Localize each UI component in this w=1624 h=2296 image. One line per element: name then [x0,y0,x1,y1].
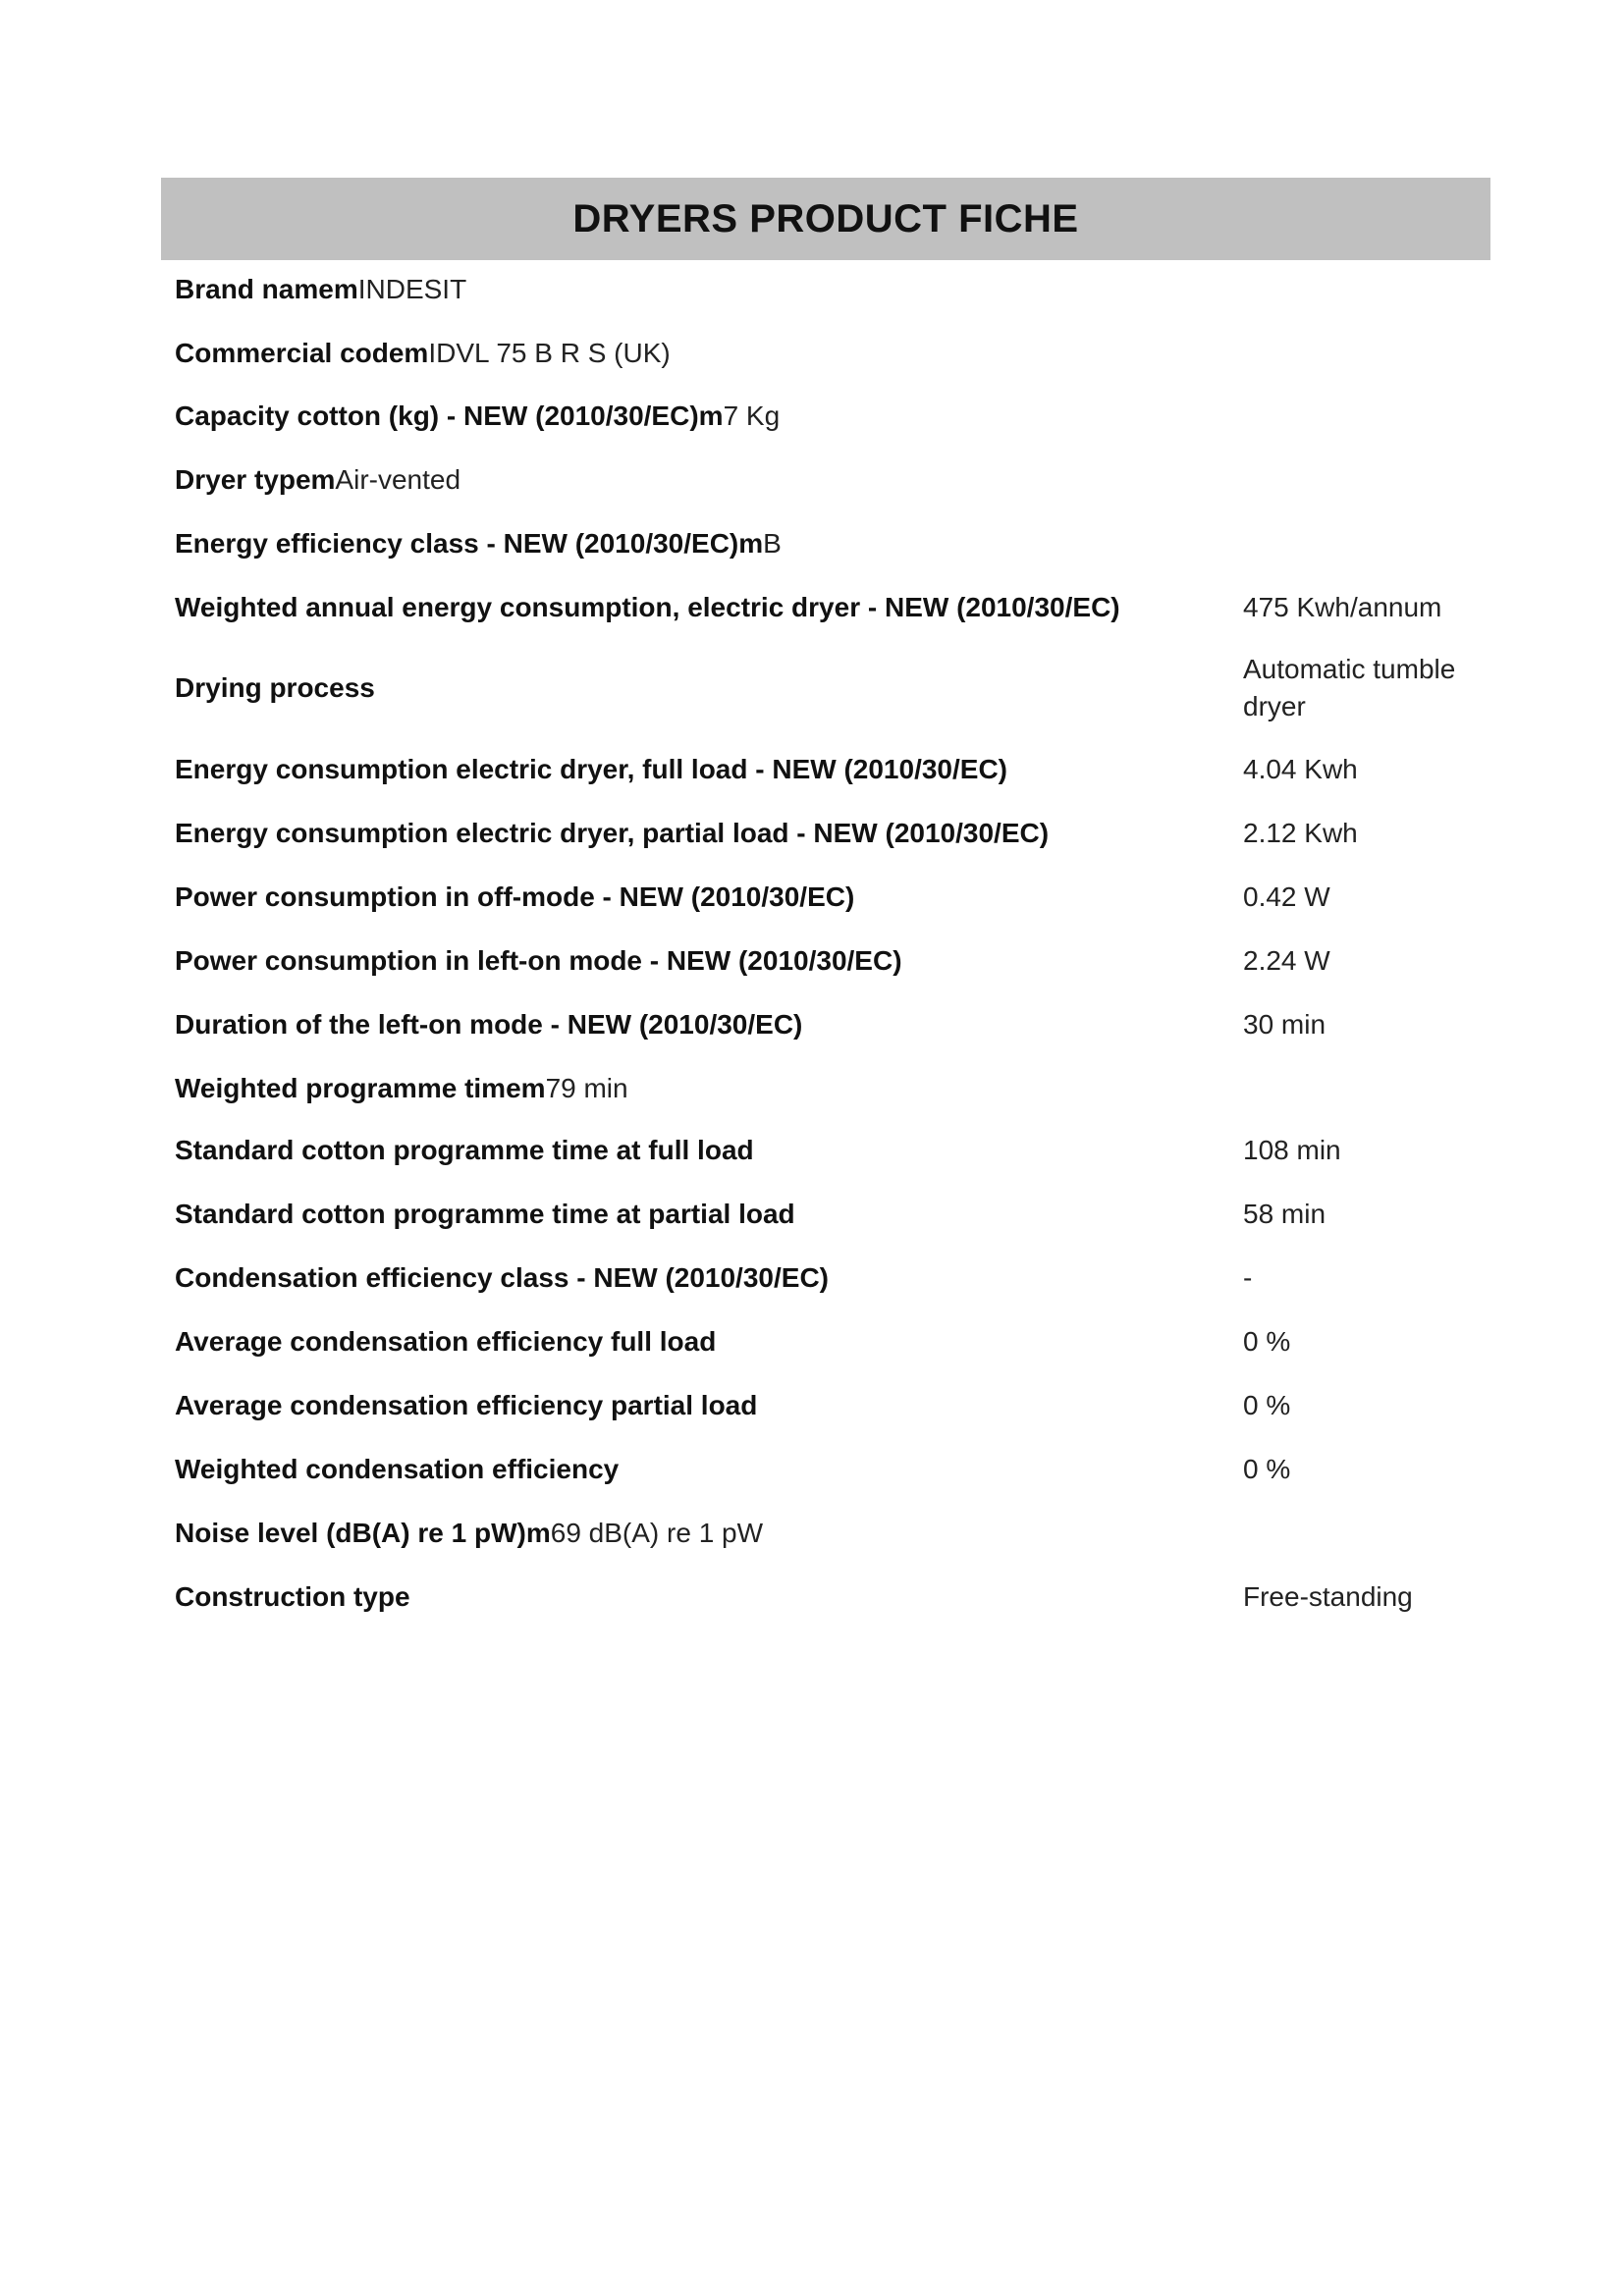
row-label: Average condensation efficiency full load [175,1326,717,1357]
row-label: Weighted annual energy consumption, electric dryer - NEW (2010/30/EC) [175,592,1120,622]
row-cotton-partial-load-time [175,1196,1490,1233]
row-value: - [1243,1262,1253,1293]
row-label: Standard cotton programme time at full load [175,1135,754,1165]
row-condensation-partial-load [175,1387,1490,1424]
row-value: 2.12 Kwh [1243,818,1358,848]
row-value: 58 min [1243,1199,1326,1229]
row-label: Energy efficiency class - NEW (2010/30/EC)m [175,528,764,559]
row-label: Average condensation efficiency partial load [175,1390,758,1420]
row-value: 0 % [1243,1454,1291,1484]
row-label: Power consumption in left-on mode - NEW (2010/30/EC) [175,945,902,976]
row-noise-level [175,1515,1490,1552]
row-value: Air-vented [335,464,461,495]
row-label: Capacity cotton (kg) - NEW (2010/30/EC)m [175,400,724,431]
row-cotton-full-load-time [175,1132,1490,1169]
row-commercial-code [175,335,1490,372]
row-label: Energy consumption electric dryer, partial load - NEW (2010/30/EC) [175,818,1050,848]
row-brand-name [175,271,1490,308]
row-label: Weighted programme timem [175,1073,546,1103]
row-label: Noise level (dB(A) re 1 pW)m [175,1518,551,1548]
row-value: 2.24 W [1243,945,1330,976]
row-value: IDVL 75 B R S (UK) [428,338,671,368]
row-label: Brand namem [175,274,358,304]
row-dryer-type [175,461,1490,499]
row-value: 0.42 W [1243,881,1330,912]
row-label: Weighted condensation efficiency [175,1454,620,1484]
row-value: Automatic tumble dryer [1243,654,1456,721]
row-value: INDESIT [357,274,467,304]
row-value: 0 % [1243,1390,1291,1420]
row-value: 7 Kg [723,400,781,431]
row-value: 0 % [1243,1326,1291,1357]
row-energy-full-load [175,751,1490,788]
row-label: Dryer typem [175,464,336,495]
row-label: Duration of the left-on mode - NEW (2010/30/EC) [175,1009,803,1040]
row-construction-type [175,1578,1490,1616]
row-value: 475 Kwh/annum [1243,592,1442,622]
row-capacity-cotton [175,398,1490,435]
row-label: Power consumption in off-mode - NEW (2010/30/EC) [175,881,855,912]
row-label: Standard cotton programme time at partial load [175,1199,795,1229]
row-label: Condensation efficiency class - NEW (2010/30/EC) [175,1262,829,1293]
row-energy-partial-load [175,815,1490,852]
row-annual-energy-consumption [175,589,1490,626]
row-power-left-on-mode [175,942,1490,980]
row-weighted-condensation [175,1451,1490,1488]
row-power-off-mode [175,879,1490,916]
row-weighted-programme-time [175,1070,1490,1107]
row-value: B [763,528,782,559]
row-left-on-duration [175,1006,1490,1043]
title-bar [161,178,1490,260]
row-condensation-full-load [175,1323,1490,1361]
row-label: Drying process [175,672,375,703]
row-label: Energy consumption electric dryer, full load - NEW (2010/30/EC) [175,754,1007,784]
row-value: 69 dB(A) re 1 pW [550,1518,764,1548]
row-condensation-class [175,1259,1490,1297]
row-label: Construction type [175,1581,410,1612]
row-value: 79 min [545,1073,628,1103]
row-value: 108 min [1243,1135,1341,1165]
row-drying-process [175,651,1490,725]
page-title: DRYERS PRODUCT FICHE [572,196,1079,240]
row-value: 30 min [1243,1009,1326,1040]
row-label: Commercial codem [175,338,429,368]
row-energy-efficiency-class [175,525,1490,562]
row-value: Free-standing [1243,1581,1413,1612]
row-value: 4.04 Kwh [1243,754,1358,784]
